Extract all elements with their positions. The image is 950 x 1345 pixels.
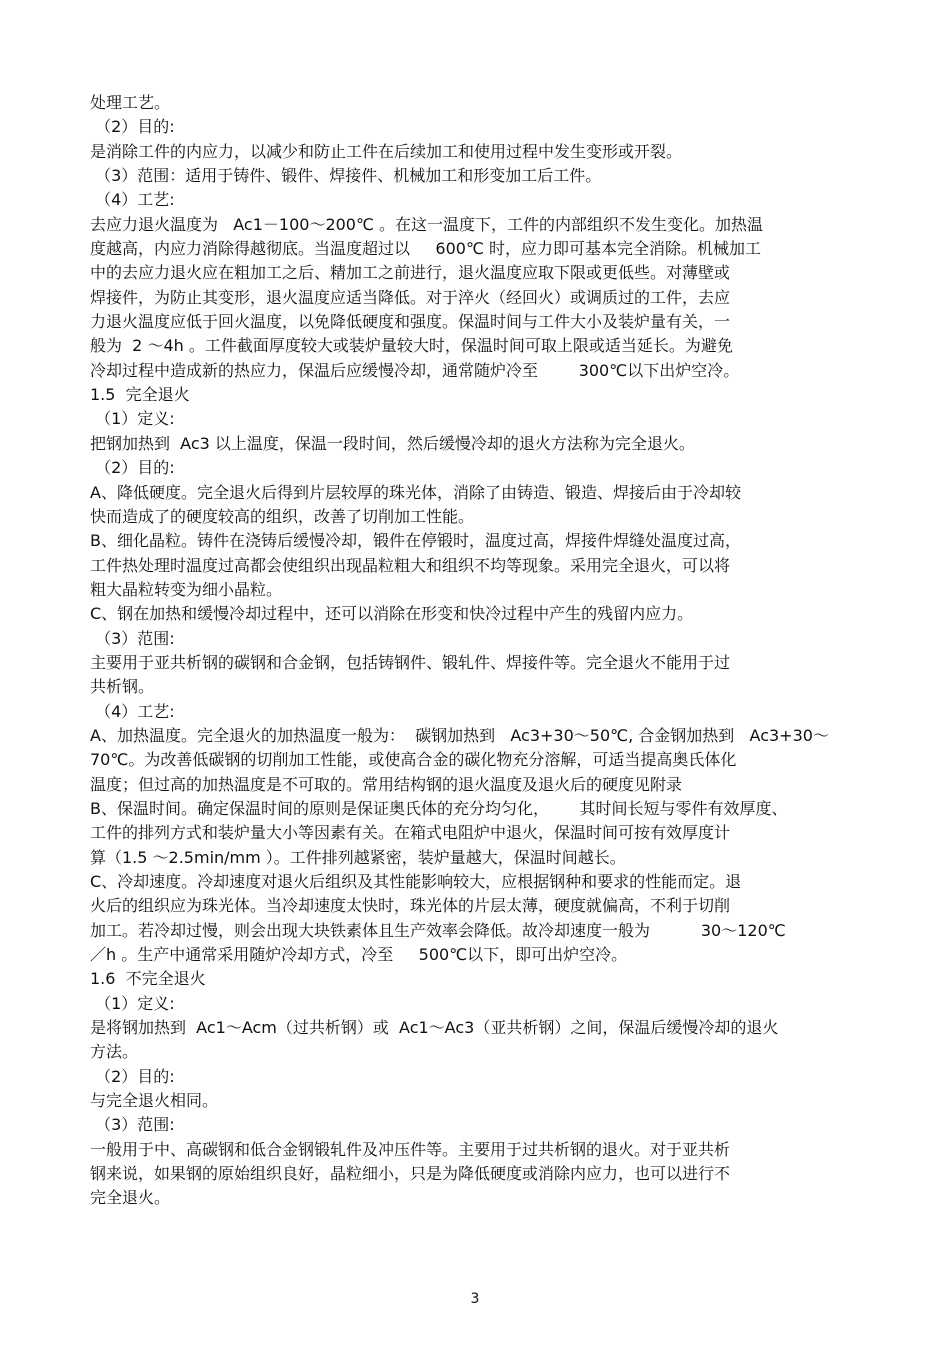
text-line: 与完全退火相同。 [90,1091,219,1111]
text-line: 中的去应力退火应在粗加工之后、精加工之前进行，退火温度应取下限或更低些。对薄壁或 [90,263,731,283]
page-number: 3 [470,1291,480,1307]
text-line: 把钢加热到 Ac3 以上温度，保温一段时间，然后缓慢冷却的退火方法称为完全退火。 [90,433,695,453]
text-line: 70℃。为改善低碳钢的切削加工性能，或使高合金的碳化物充分溶解，可适当提高奥氏体化 [90,750,737,770]
text-line: （3）范围：适用于铸件、锻件、焊接件、机械加工和形变加工后工件。 [90,166,602,186]
text-line: 加工。若冷却过慢，则会出现大块铁素体且生产效率会降低。故冷却速度一般为 30～120℃ [90,920,786,940]
text-line: 1.6 不完全退火 [90,969,206,989]
text-line: （1）定义: [90,409,175,429]
text-line: （1）定义: [90,993,175,1013]
text-line: 处理工艺。 [90,93,171,112]
text-line: 去应力退火温度为 Ac1－100～200℃ 。在这一温度下，工件的内部组织不发生变化。加热温 [90,214,764,234]
text-line: （2）目的: [90,458,175,478]
text-line: 钢来说，如果钢的原始组织良好，晶粒细小，只是为降低硬度或消除内应力，也可以进行不 [90,1164,731,1184]
text-line: 火后的组织应为珠光体。当冷却速度太快时，珠光体的片层太薄，硬度就偏高，不利于切削 [90,896,731,916]
text-line: C、钢在加热和缓慢冷却过程中，还可以消除在形变和快冷过程中产生的残留内应力。 [90,604,694,624]
body-text [90,91,865,1211]
text-line: 焊接件，为防止其变形，退火温度应适当降低。对于淬火（经回火）或调质过的工件，去应 [90,287,731,307]
text-line: （3）范围: [90,628,175,648]
text-line: （4）工艺: [90,701,175,721]
text-line: 方法。 [90,1042,139,1062]
text-line: 工件热处理时温度过高都会使组织出现晶粒粗大和组织不均等现象。采用完全退火，可以将 [90,555,731,575]
text-line: ／h 。生产中通常采用随炉冷却方式，冷至 500℃以下，即可出炉空冷。 [90,945,628,965]
text-line: （2）目的: [90,1066,175,1086]
text-line: A、加热温度。完全退火的加热温度一般为： 碳钢加热到 Ac3+30～50℃, 合金钢加热到 Ac3+30～ [90,725,829,745]
text-line: 工件的排列方式和装炉量大小等因素有关。在箱式电阻炉中退火，保温时间可按有效厚度计 [90,823,731,843]
text-line: C、冷却速度。冷却速度对退火后组织及其性能影响较大，应根据钢种和要求的性能而定。退 [90,872,742,891]
text-line: B、细化晶粒。铸件在浇铸后缓慢冷却，锻件在停锻时，温度过高，焊接件焊缝处温度过高， [90,531,741,551]
text-line: B、保温时间。确定保温时间的原则是保证奥氏体的充分均匀化， 其时间长短与零件有效厚度、 [90,798,788,818]
text-line: 主要用于亚共析钢的碳钢和合金钢，包括铸钢件、锻轧件、焊接件等。完全退火不能用于过 [90,652,731,672]
text-line: （4）工艺: [90,190,175,210]
text-line: 度越高，内应力消除得越彻底。当温度超过以 600℃ 时，应力即可基本完全消除。机械加工 [90,239,762,259]
text-line: 粗大晶粒转变为细小晶粒。 [90,579,283,599]
text-line: A、降低硬度。完全退火后得到片层较厚的珠光体，消除了由铸造、锻造、焊接后由于冷却较 [90,482,741,502]
text-line: 共析钢。 [90,677,155,697]
text-line: 般为 2 ～4h 。工件截面厚度较大或装炉量较大时，保温时间可取上限或适当延长。为避免 [90,336,733,356]
text-line: 是消除工件的内应力，以减少和防止工件在后续加工和使用过程中发生变形或开裂。 [90,141,683,161]
text-line: （3）范围: [90,1115,175,1135]
text-line: 完全退火。 [90,1188,171,1208]
text-line: 温度；但过高的加热温度是不可取的。常用结构钢的退火温度及退火后的硬度见附录 [90,774,683,794]
text-line: （2）目的: [90,117,175,137]
text-line: 冷却过程中造成新的热应力，保温后应缓慢冷却，通常随炉冷至 300℃以下出炉空冷。 [90,360,740,380]
text-line: 算（1.5 ～2.5min/mm ）。工件排列越紧密，装炉量越大，保温时间越长。 [90,847,626,867]
text-line: 1.5 完全退火 [90,385,190,405]
text-line: 快而造成了的硬度较高的组织，改善了切削加工性能。 [90,506,475,526]
text-line: 力退火温度应低于回火温度，以免降低硬度和强度。保温时间与工件大小及装炉量有关，一 [90,312,731,332]
text-line: 是将钢加热到 Ac1～Acm（过共析钢）或 Ac1～Ac3（亚共析钢）之间，保温后缓慢冷却的退火 [90,1018,779,1038]
text-line: 一般用于中、高碳钢和低合金钢锻轧件及冲压件等。主要用于过共析钢的退火。对于亚共析 [90,1139,731,1159]
